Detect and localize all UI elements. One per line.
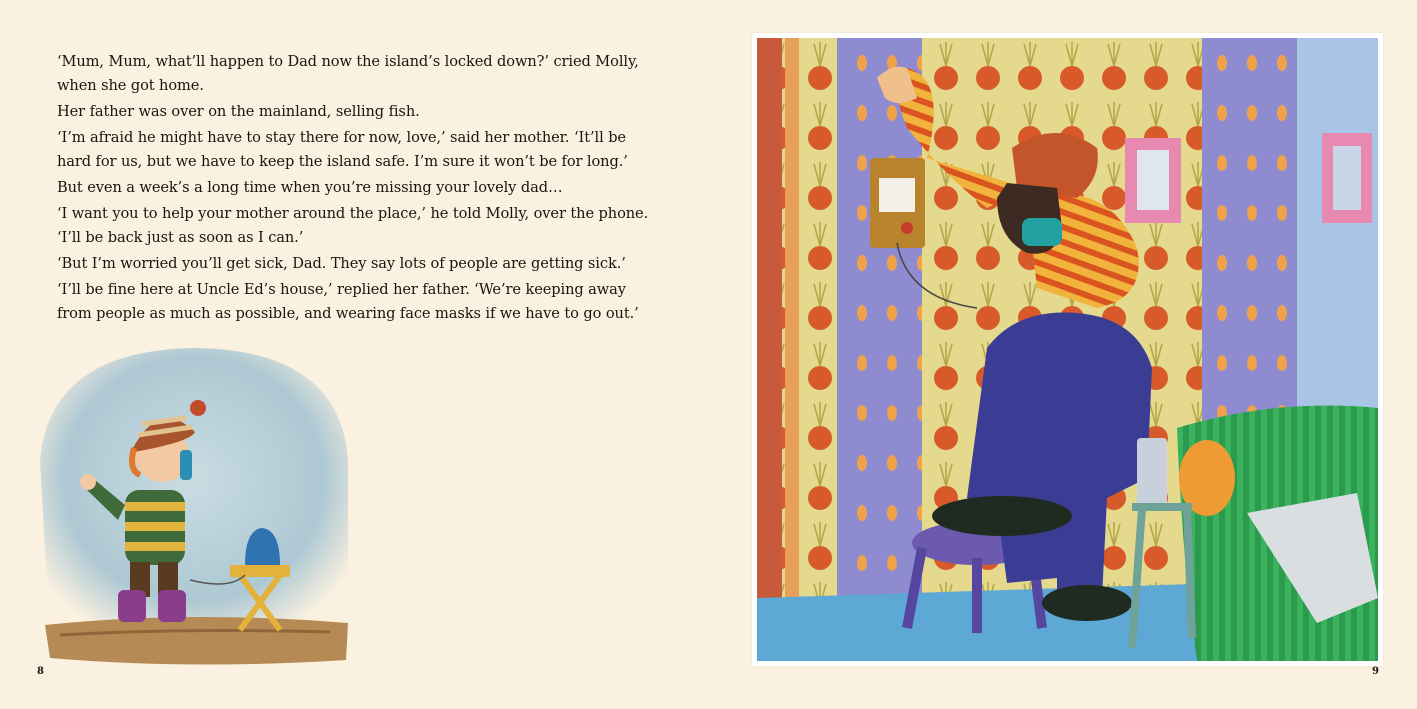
girl-on-phone-illustration — [30, 340, 360, 670]
father-on-phone-illustration — [752, 33, 1383, 666]
page-number-right: 9 — [1372, 666, 1379, 677]
story-paragraph: But even a week’s a long time when you’re missing your lovely dad… — [57, 178, 563, 196]
story-paragraph: ‘I’ll be fine here at Uncle Ed’s house,’ replied her father. ‘We’re keeping away from people as much as possible, and wearing face masks if we have to go out.’ — [57, 280, 639, 322]
story-paragraph: Her father was over on the mainland, selling fish. — [57, 103, 420, 121]
story-paragraph: ‘Mum, Mum, what’ll happen to Dad now the island’s locked down?’ cried Molly, when she got home. — [57, 53, 639, 95]
left-page — [0, 0, 708, 709]
story-paragraph: ‘I want you to help your mother around the place,’ he told Molly, over the phone. ‘I’ll be back just as soon as I can.’ — [57, 204, 649, 247]
story-text — [57, 50, 657, 328]
page-number-left: 8 — [37, 666, 44, 677]
story-paragraph: ‘But I’m worried you’ll get sick, Dad. They say lots of people are getting sick.’ — [57, 254, 626, 272]
story-paragraph: ‘I’m afraid he might have to stay there for now, love,’ said her mother. ‘It’ll be hard for us, but we have to keep the island safe. I’m sure it won’t be for long.’ — [57, 128, 628, 171]
